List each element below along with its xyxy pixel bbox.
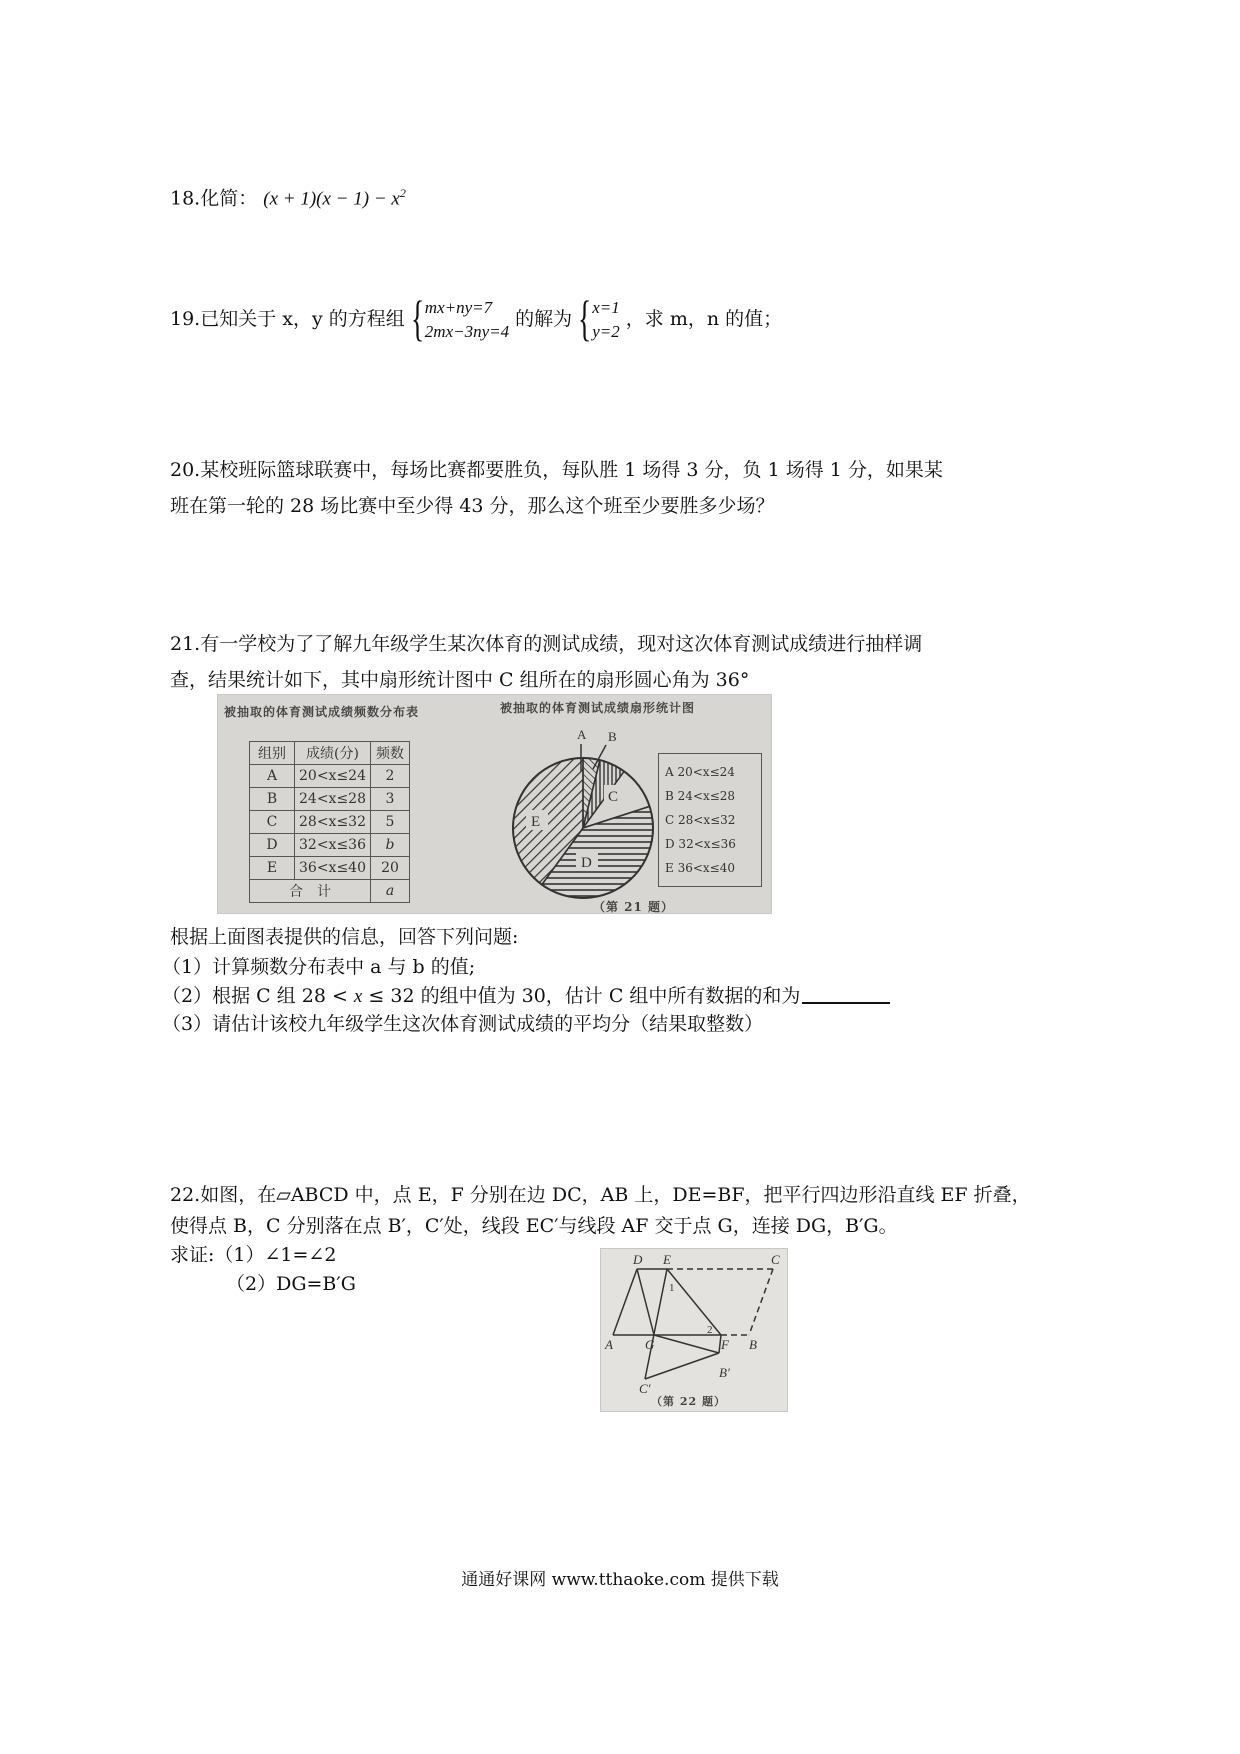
table-title: 被抽取的体育测试成绩频数分布表 bbox=[224, 705, 420, 719]
point-d: D bbox=[633, 1252, 643, 1267]
q21-figure bbox=[217, 694, 772, 914]
total-value: a bbox=[371, 880, 410, 903]
question-22-line2: 使得点 B，C 分别落在点 B′，C′处，线段 EC′与线段 AF 交于点 G，连接 DG，B′G。 bbox=[170, 1215, 898, 1237]
legend-item-e: E 36<x≤40 bbox=[665, 861, 735, 875]
point-f: F bbox=[721, 1337, 729, 1352]
q22-proof2: （2）DG=B′G bbox=[226, 1273, 356, 1295]
table-row bbox=[250, 857, 410, 880]
q19-eq2: 2mx−3ny=4 bbox=[424, 322, 510, 341]
q21-sub3: （3）请估计该校九年级学生这次体育测试成绩的平均分（结果取整数） bbox=[162, 1013, 764, 1035]
geometry-diagram bbox=[601, 1249, 787, 1411]
cell-score: 32<x≤36 bbox=[295, 834, 371, 857]
question-21-line2: 查，结果统计如下，其中扇形统计图中 C 组所在的扇形圆心角为 36° bbox=[170, 669, 750, 691]
q19-brace: { bbox=[410, 290, 424, 346]
table-row bbox=[250, 811, 410, 834]
q18-prefix: 18.化简： bbox=[170, 187, 258, 210]
q19-solution-system bbox=[578, 290, 620, 346]
q21-sub2-start: （2）根据 C 组 28 < bbox=[162, 985, 354, 1007]
cell-frequency: b bbox=[371, 834, 410, 857]
q21-sub2 bbox=[162, 983, 890, 1010]
q19-equation-system bbox=[410, 290, 510, 346]
question-20-line2: 班在第一轮的 28 场比赛中至少得 43 分，那么这个班至少要胜多少场？ bbox=[170, 495, 775, 517]
q18-expression: (x + 1)(x − 1) − x bbox=[263, 188, 400, 210]
question-20-line1: 20.某校班际篮球联赛中，每场比赛都要胜负，每队胜 1 场得 3 分，负 1 场得 1 分，如果某 bbox=[170, 459, 943, 481]
angle-2: 2 bbox=[707, 1324, 713, 1336]
q18-exponent: 2 bbox=[399, 186, 406, 200]
cell-frequency: 5 bbox=[371, 811, 410, 834]
point-g: G bbox=[645, 1337, 655, 1352]
header-group: 组别 bbox=[250, 742, 295, 765]
cell-group: E bbox=[250, 857, 295, 880]
point-c: C bbox=[771, 1252, 780, 1267]
q22-figure bbox=[600, 1248, 788, 1412]
q21-sub1: （1）计算频数分布表中 a 与 b 的值; bbox=[162, 956, 476, 978]
total-label: 合 计 bbox=[250, 880, 371, 903]
pie-title: 被抽取的体育测试成绩扇形统计图 bbox=[500, 701, 696, 715]
legend-item-b: B 24<x≤28 bbox=[665, 789, 736, 803]
cell-score: 24<x≤28 bbox=[295, 788, 371, 811]
point-a: A bbox=[605, 1337, 613, 1352]
cell-score: 20<x≤24 bbox=[295, 765, 371, 788]
table-row bbox=[250, 788, 410, 811]
angle-1: 1 bbox=[669, 1282, 675, 1294]
table-header-row bbox=[250, 742, 410, 765]
table-total-row bbox=[250, 880, 410, 903]
q21-caption: （第 21 题） bbox=[593, 900, 675, 914]
pie-label-e: E bbox=[531, 814, 541, 830]
q19-prefix: 19.已知关于 x，y 的方程组 bbox=[170, 308, 405, 330]
cell-group: D bbox=[250, 834, 295, 857]
header-frequency: 频数 bbox=[371, 742, 410, 765]
q19-sol1: x=1 bbox=[592, 298, 620, 317]
q22-proof1: 求证:（1）∠1=∠2 bbox=[170, 1244, 337, 1266]
question-21-line1: 21.有一学校为了了解九年级学生某次体育的测试成绩，现对这次体育测试成绩进行抽样调 bbox=[170, 633, 923, 655]
q22-caption: （第 22 题） bbox=[651, 1395, 726, 1408]
pie-chart bbox=[498, 725, 668, 905]
cell-score: 36<x≤40 bbox=[295, 857, 371, 880]
footer: 通通好课网 www.tthaoke.com 提供下载 bbox=[461, 1570, 779, 1590]
point-b: B bbox=[749, 1337, 757, 1352]
q21-sub2-end: ≤ 32 的组中值为 30，估计 C 组中所有数据的和为 bbox=[362, 985, 801, 1007]
cell-score: 28<x≤32 bbox=[295, 811, 371, 834]
cell-group: A bbox=[250, 765, 295, 788]
pie-label-a: A bbox=[577, 727, 587, 742]
cell-frequency: 2 bbox=[371, 765, 410, 788]
question-22-line1: 22.如图，在▱ABCD 中，点 E，F 分别在边 DC，AB 上，DE=BF，把平行四边形沿直线 EF 折叠， bbox=[170, 1184, 1031, 1206]
q21-sub2-var: x bbox=[353, 986, 363, 1007]
frequency-table bbox=[249, 741, 410, 903]
q19-mid: 的解为 bbox=[515, 308, 573, 330]
legend-item-a: A 20<x≤24 bbox=[665, 765, 735, 779]
table-row bbox=[250, 834, 410, 857]
cell-group: B bbox=[250, 788, 295, 811]
pie-label-c: C bbox=[608, 789, 619, 805]
q21-prompt: 根据上面图表提供的信息，回答下列问题: bbox=[170, 926, 519, 948]
question-19 bbox=[170, 290, 783, 346]
q19-suffix: ，求 m，n 的值； bbox=[625, 308, 783, 330]
point-e: E bbox=[663, 1252, 671, 1267]
cell-group: C bbox=[250, 811, 295, 834]
pie-label-b: B bbox=[608, 729, 617, 744]
point-c-prime: C′ bbox=[639, 1381, 651, 1396]
q19-sol2: y=2 bbox=[592, 322, 620, 341]
question-18 bbox=[170, 180, 406, 212]
point-b-prime: B′ bbox=[719, 1365, 730, 1380]
q19-sol-brace: { bbox=[578, 290, 592, 346]
pie-legend bbox=[658, 753, 762, 887]
cell-frequency: 3 bbox=[371, 788, 410, 811]
answer-blank[interactable] bbox=[802, 984, 890, 1004]
header-score: 成绩(分) bbox=[295, 742, 371, 765]
legend-item-d: D 32<x≤36 bbox=[665, 837, 736, 851]
legend-item-c: C 28<x≤32 bbox=[665, 813, 736, 827]
pie-label-d: D bbox=[581, 855, 592, 871]
cell-frequency: 20 bbox=[371, 857, 410, 880]
table-row bbox=[250, 765, 410, 788]
q19-eq1: mx+ny=7 bbox=[424, 298, 493, 317]
